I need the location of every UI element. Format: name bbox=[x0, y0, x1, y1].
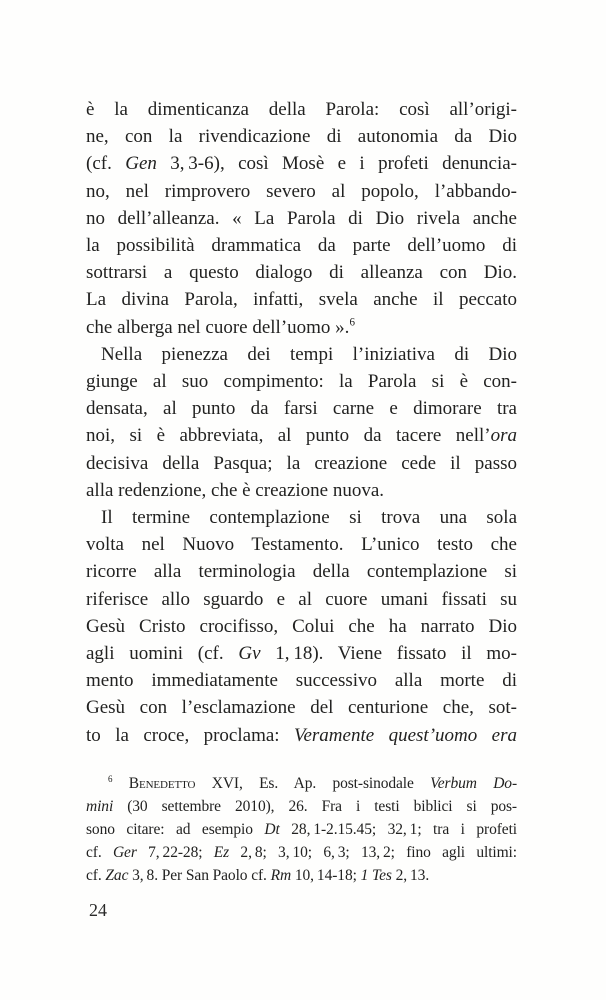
text-run: volta nel Nuovo Testamento. L’unico testo che bbox=[86, 534, 517, 556]
text-line bbox=[86, 841, 517, 864]
text-run: no dell’alleanza. « La Parola di Dio rivela anche bbox=[86, 207, 517, 229]
text-run: no, nel rimprovero severo al popolo, l’abbando- bbox=[86, 180, 517, 202]
text-run: la possibilità drammatica da parte dell’uomo di bbox=[86, 235, 517, 257]
text-run: 28, 1-2.15.45; 32, 1; tra i profeti bbox=[279, 821, 517, 838]
paragraph bbox=[86, 504, 517, 749]
text-run: 3, 3-6), così Mosè e i profeti denuncia- bbox=[156, 153, 517, 175]
text-line bbox=[86, 341, 517, 368]
text-run: Il termine contemplazione si trova una sola bbox=[101, 507, 517, 529]
text-line bbox=[86, 123, 517, 150]
text-run: ricorre alla terminologia della contemplazione si bbox=[86, 561, 517, 583]
main-text-block bbox=[86, 96, 517, 749]
text-line bbox=[86, 150, 517, 177]
text-run: Nella pienezza dei tempi l’iniziativa di Dio bbox=[101, 343, 517, 365]
paragraph bbox=[86, 341, 517, 504]
text-line bbox=[86, 450, 517, 477]
text-line bbox=[86, 504, 517, 531]
text-run: Ger bbox=[112, 844, 137, 861]
text-run: mento immediatamente successivo alla morte di bbox=[86, 670, 517, 692]
text-run: sono citare: ad esempio bbox=[86, 821, 265, 838]
text-run: mini bbox=[86, 798, 114, 815]
text-run: Benedetto bbox=[128, 775, 196, 792]
text-run: Verbum Do- bbox=[430, 775, 517, 792]
text-run: 1 Tes bbox=[360, 867, 392, 884]
text-run bbox=[112, 775, 128, 792]
text-run: (30 settembre 2010), 26. Fra i testi biblici si pos- bbox=[113, 798, 517, 815]
text-run: cf. bbox=[86, 844, 113, 861]
page-number: 24 bbox=[89, 900, 107, 920]
text-line bbox=[86, 558, 517, 585]
text-run: 2, 13. bbox=[391, 867, 430, 884]
text-run: (cf. bbox=[86, 153, 126, 175]
text-run: 2, 8; 3, 10; 6, 3; 13, 2; fino agli ultimi: bbox=[229, 844, 517, 861]
text-line bbox=[86, 772, 517, 795]
text-run: La divina Parola, infatti, svela anche il peccato bbox=[86, 289, 517, 311]
text-run: Veramente quest’uomo era bbox=[293, 724, 517, 746]
text-run: agli uomini (cf. bbox=[86, 643, 239, 665]
text-run: cf. bbox=[86, 867, 106, 884]
text-run: sottrarsi a questo dialogo di alleanza con Dio. bbox=[86, 262, 517, 284]
text-line bbox=[86, 477, 517, 504]
text-run: Dt bbox=[264, 821, 280, 838]
text-line bbox=[86, 286, 517, 313]
paragraph bbox=[86, 96, 517, 341]
text-line bbox=[86, 259, 517, 286]
text-line bbox=[86, 722, 517, 749]
paragraph bbox=[86, 772, 517, 887]
text-run: è la dimenticanza della Parola: così all’origi- bbox=[86, 99, 517, 120]
text-line bbox=[86, 422, 517, 449]
text-line bbox=[86, 818, 517, 841]
text-run: ne, con la rivendicazione di autonomia da Dio bbox=[86, 126, 517, 148]
text-run: 1, 18). Viene fissato il mo- bbox=[260, 643, 517, 665]
text-run: to la croce, proclama: bbox=[86, 724, 294, 746]
text-run: 3, 8. Per San Paolo cf. bbox=[128, 867, 271, 884]
text-run: 7, 22-28; bbox=[136, 844, 214, 861]
text-run: Gesù Cristo crocifisso, Colui che ha narrato Dio bbox=[86, 615, 517, 637]
text-line bbox=[86, 586, 517, 613]
text-run: Gv bbox=[238, 643, 261, 665]
text-line bbox=[86, 205, 517, 232]
text-line bbox=[86, 667, 517, 694]
text-run: che alberga nel cuore dell’uomo ». bbox=[86, 316, 350, 338]
text-run: XVI, Es. Ap. post-sinodale bbox=[195, 775, 431, 792]
text-line bbox=[86, 613, 517, 640]
text-line bbox=[86, 531, 517, 558]
text-line bbox=[86, 178, 517, 205]
text-line bbox=[86, 640, 517, 667]
text-run: Rm bbox=[270, 867, 292, 884]
text-line bbox=[86, 314, 517, 341]
text-run: Gesù con l’esclamazione del centurione che, sot- bbox=[86, 697, 517, 719]
text-run: densata, al punto da farsi carne e dimorare tra bbox=[86, 398, 517, 420]
text-run: riferisce allo sguardo e al cuore umani fissati su bbox=[86, 588, 517, 610]
text-line bbox=[86, 864, 517, 887]
footnote-reference: 6 bbox=[108, 773, 113, 784]
text-line bbox=[86, 395, 517, 422]
text-line bbox=[86, 795, 517, 818]
text-run: ora bbox=[490, 425, 517, 447]
text-run: decisiva della Pasqua; la creazione cede il passo bbox=[86, 452, 517, 474]
text-run: Zac bbox=[105, 867, 129, 884]
footnote-block bbox=[86, 772, 517, 887]
text-run: giunge al suo compimento: la Parola si è con- bbox=[86, 371, 517, 393]
text-line bbox=[86, 694, 517, 721]
footnote-reference: 6 bbox=[349, 316, 355, 329]
text-run: 10, 14-18; bbox=[291, 867, 361, 884]
text-run: Ez bbox=[213, 844, 230, 861]
text-line bbox=[86, 96, 517, 123]
text-run: alla redenzione, che è creazione nuova. bbox=[86, 479, 385, 501]
text-line bbox=[86, 232, 517, 259]
text-run: Gen bbox=[125, 153, 157, 175]
text-run: noi, si è abbreviata, al punto da tacere nell’ bbox=[86, 425, 491, 447]
text-line bbox=[86, 368, 517, 395]
